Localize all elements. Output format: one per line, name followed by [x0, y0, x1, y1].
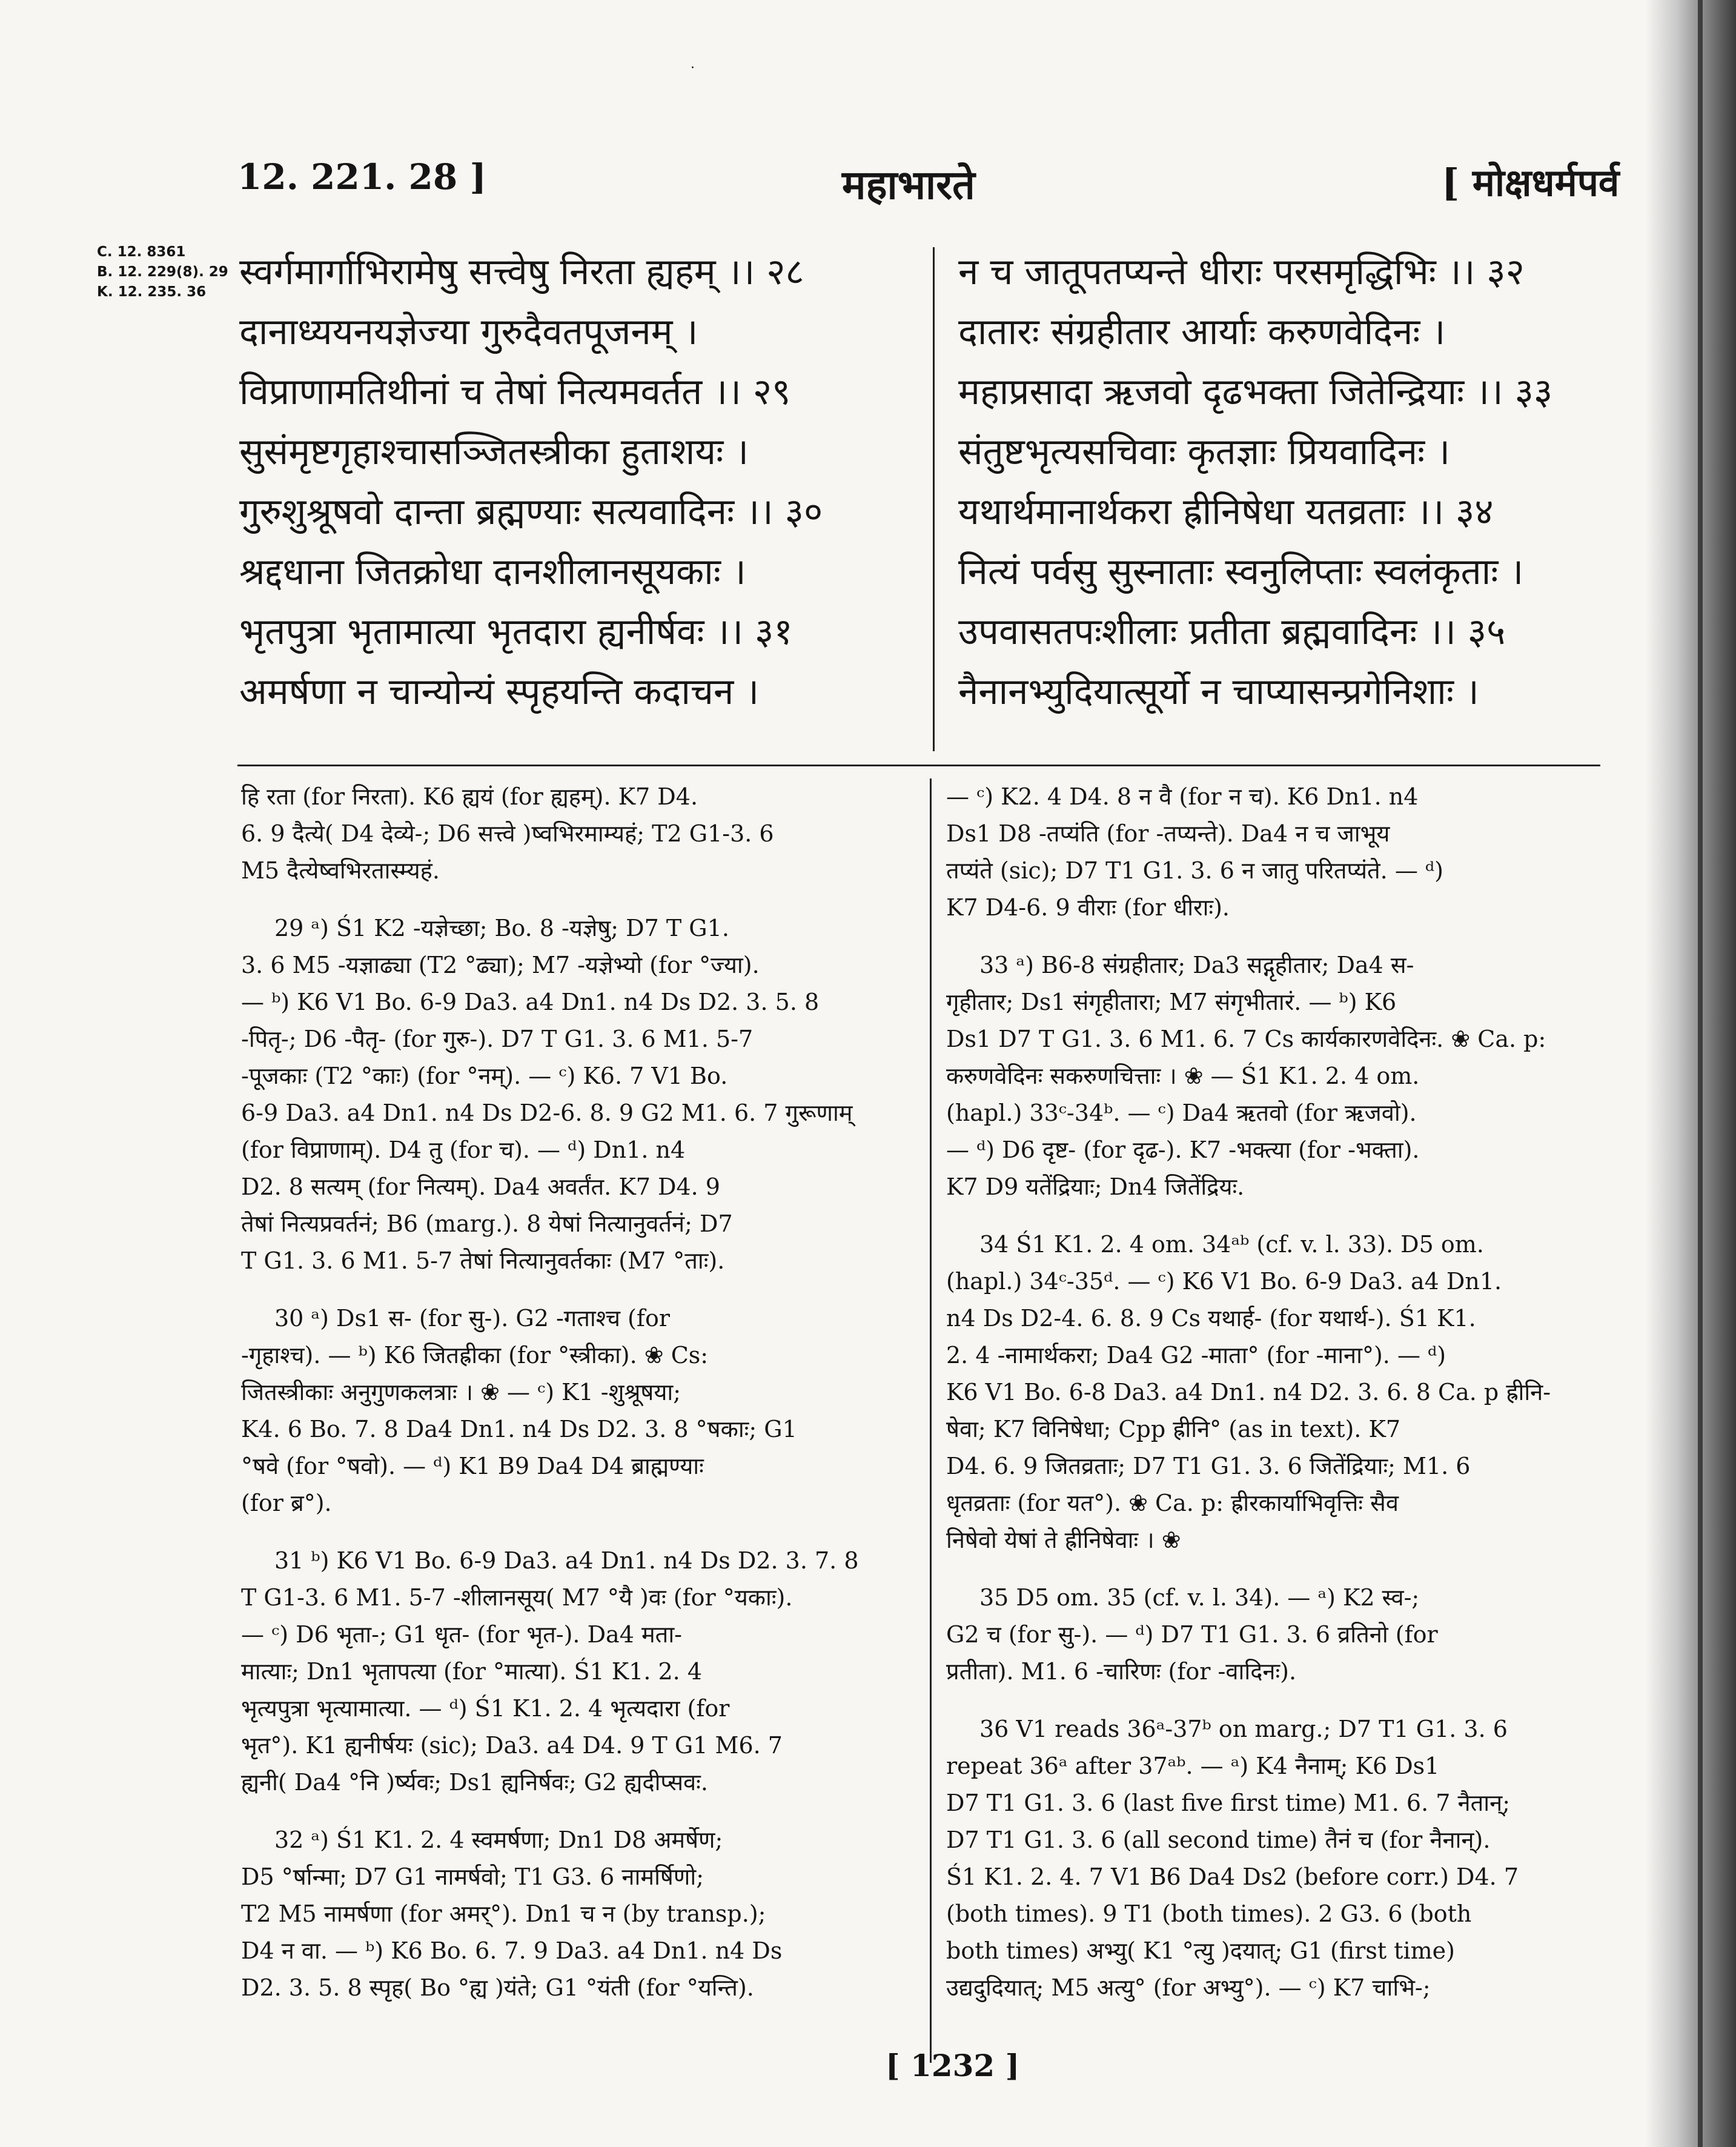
header-section: [ मोक्षधर्मपर्व [1442, 161, 1620, 205]
apparatus-line: गृहीतार; Ds1 संगृहीतारा; M7 संगृभीतारं. — ᵇ) K6 [946, 989, 1397, 1015]
apparatus-line: both times) अभ्यु( K1 °त्यु )दयात्; G1 (first time) [946, 1937, 1455, 1964]
apparatus-line: — ᶜ) K2. 4 D4. 8 न वै (for न च). K6 Dn1. n4 [946, 783, 1419, 810]
apparatus-line: 33 ᵃ) B6-8 संग्रहीतार; Da3 सद्गृहीतार; Da4 स- [979, 952, 1414, 978]
apparatus-line: T2 M5 नामर्षणा (for अमर्°). Dn1 च न (by transp.); [241, 1900, 766, 1927]
apparatus-paragraph [241, 1822, 916, 2006]
apparatus-paragraph [946, 1579, 1622, 1690]
page-number: [ 1232 ] [886, 2048, 1020, 2083]
apparatus-line: भृत°). K1 ह्यनीर्षयः (sic); Da3. a4 D4. 9 T G1 M6. 7 [241, 1732, 783, 1759]
concordance-refs [97, 242, 228, 302]
apparatus-line: D5 °र्षान्मा; D7 G1 नामर्षवो; T1 G3. 6 नामर्षिणो; [241, 1863, 704, 1890]
verse-line: दातारः संग्रहीतार आर्याः करुणवेदिनः । [958, 311, 1446, 353]
apparatus-paragraph [946, 1711, 1622, 2006]
apparatus-line: (for विप्राणाम्). D4 तु (for च). — ᵈ) Dn1. n4 [241, 1137, 686, 1163]
apparatus-line: G2 च (for सु-). — ᵈ) D7 T1 G1. 3. 6 व्रतिनो (for [946, 1621, 1438, 1648]
apparatus-line: 36 V1 reads 36ᵃ-37ᵇ on marg.; D7 T1 G1. 3. 6 [979, 1716, 1508, 1742]
apparatus-line: प्रतीता). M1. 6 -चारिणः (for -वादिनः). [946, 1658, 1297, 1685]
apparatus-paragraph [241, 778, 916, 889]
verse-line: न च जातूपतप्यन्ते धीराः परसमृद्धिभिः ।। ३२ [958, 251, 1525, 293]
apparatus-line: repeat 36ᵃ after 37ᵃᵇ. — ᵃ) K4 नैनाम्; K6 Ds1 [946, 1753, 1440, 1779]
verse-line: यथार्थमानार्थकरा ह्रीनिषेधा यतव्रताः ।। ३४ [958, 491, 1494, 533]
apparatus-paragraph [241, 1542, 916, 1801]
apparatus-line: D2. 8 सत्यम् (for नित्यम्). Da4 अवर्तंत. K7 D4. 9 [241, 1173, 720, 1200]
book-spine-shadow [1645, 0, 1736, 2147]
apparatus-line: तप्यंते (sic); D7 T1 G1. 3. 6 न जातु परितप्यंते. — ᵈ) [946, 857, 1443, 884]
apparatus-line: n4 Ds D2-4. 6. 8. 9 Cs यथार्ह- (for यथार्थ-). Ś1 K1. [946, 1305, 1476, 1332]
apparatus-line: K4. 6 Bo. 7. 8 Da4 Dn1. n4 Ds D2. 3. 8 °षकाः; G1 [241, 1416, 797, 1442]
apparatus-line: K7 D4-6. 9 वीराः (for धीराः). [946, 894, 1230, 921]
apparatus-line: D2. 3. 5. 8 स्पृह( Bo °ह्य )यंते; G1 °यंती (for °यन्ति). [241, 1974, 754, 2001]
apparatus-line: (for ब्र°). [241, 1490, 332, 1516]
apparatus-line: 6. 9 दैत्ये( D4 देव्ये-; D6 सत्त्वे )ष्वभिरमाम्यहं; T2 G1-3. 6 [241, 820, 774, 847]
apparatus-line: षेवा; K7 विनिषेधा; Cpp ह्रीनि° (as in text). K7 [946, 1416, 1401, 1442]
verse-line: गुरुशुश्रूषवो दान्ता ब्रह्मण्याः सत्यवादिनः ।। ३० [239, 491, 823, 533]
apparatus-line: K7 D9 यतेंद्रियाः; Dn4 जितेंद्रियः. [946, 1173, 1245, 1200]
verse-line: अमर्षणा न चान्योन्यं स्पृहयन्ति कदाचन । [239, 671, 760, 713]
verse-column-divider [933, 247, 935, 751]
verse-line: नैनानभ्युदियात्सूर्यो न चाप्यासन्प्रगेनिशाः । [958, 671, 1479, 713]
apparatus-line: हि रता (for निरता). K6 ह्ययं (for ह्यहम्). K7 D4. [241, 783, 698, 810]
spine-edge-line [1698, 0, 1703, 2147]
apparatus-line: 35 D5 om. 35 (cf. v. l. 34). — ᵃ) K2 स्व-; [979, 1584, 1420, 1611]
apparatus-line: मात्याः; Dn1 भृतापत्या (for °मात्या). Ś1 K1. 2. 4 [241, 1658, 702, 1685]
concordance-line: K. 12. 235. 36 [97, 284, 207, 300]
apparatus-line: (hapl.) 33ᶜ-34ᵇ. — ᶜ) Da4 ऋतवो (for ऋजवो). [946, 1100, 1417, 1126]
concordance-line: B. 12. 229(8). 29 [97, 264, 228, 280]
apparatus-line: Ds1 D8 -तप्यंति (for -तप्यन्ते). Da4 न च जाभूय [946, 820, 1390, 847]
apparatus-paragraph [241, 910, 916, 1279]
apparatus-line: 6-9 Da3. a4 Dn1. n4 Ds D2-6. 8. 9 G2 M1. 6. 7 गुरूणाम् [241, 1100, 853, 1126]
apparatus-column-divider [930, 778, 932, 2063]
apparatus-paragraph [241, 1300, 916, 1522]
running-header [0, 156, 1635, 211]
apparatus-line: T G1-3. 6 M1. 5-7 -शीलानसूय( M7 °यै )वः (for °यकाः). [241, 1584, 793, 1611]
verse-line: सुसंमृष्टगृहाश्चासञ्जितस्त्रीका हुताशयः । [239, 431, 749, 473]
apparatus-line: तेषां नित्यप्रवर्तनं; B6 (marg.). 8 येषां नित्यानुवर्तनं; D7 [241, 1210, 733, 1237]
apparatus-line: D7 T1 G1. 3. 6 (all second time) तैनं च (for नैनान्). [946, 1827, 1491, 1853]
apparatus-line: करुणवेदिनः सकरुणचित्ताः । ❀ — Ś1 K1. 2. 4 om. [946, 1063, 1420, 1089]
apparatus-line: 32 ᵃ) Ś1 K1. 2. 4 स्वमर्षणा; Dn1 D8 अमर्षेण; [274, 1827, 723, 1853]
print-mark: · [691, 61, 695, 76]
verse-column-right [958, 242, 1552, 722]
apparatus-line: धृतव्रताः (for यत°). ❀ Ca. p: ह्रीरकार्याभिवृत्तिः सैव [946, 1490, 1399, 1516]
verse-line: महाप्रसादा ऋजवो दृढभक्ता जितेन्द्रियाः ।। ३३ [958, 371, 1553, 413]
apparatus-line: — ᵇ) K6 V1 Bo. 6-9 Da3. a4 Dn1. n4 Ds D2. 3. 5. 8 [241, 989, 820, 1015]
concordance-line: C. 12. 8361 [97, 244, 186, 260]
verse-line: दानाध्ययनयज्ञेज्या गुरुदैवतपूजनम् । [239, 311, 698, 353]
verse-line: भृतपुत्रा भृतामात्या भृतदारा ह्यनीर्षवः ।। ३१ [239, 611, 793, 653]
apparatus-line: (hapl.) 34ᶜ-35ᵈ. — ᶜ) K6 V1 Bo. 6-9 Da3. a4 Dn1. [946, 1268, 1502, 1295]
apparatus-line: D4. 6. 9 जितव्रताः; D7 T1 G1. 3. 6 जितेंद्रियाः; M1. 6 [946, 1453, 1471, 1479]
apparatus-line: उद्यदुदियात्; M5 अत्यु° (for अभ्यु°). — ᶜ) K7 चाभि-; [946, 1974, 1431, 2001]
apparatus-line: 3. 6 M5 -यज्ञाढ्या (T2 °ढ्या); M7 -यज्ञेभ्यो (for °ज्या). [241, 952, 760, 978]
apparatus-line: निषेवो येषां ते ह्रीनिषेवाः । ❀ [946, 1527, 1181, 1553]
apparatus-line: D4 न वा. — ᵇ) K6 Bo. 6. 7. 9 Da3. a4 Dn1. n4 Ds [241, 1937, 783, 1964]
header-verse-ref: 12. 221. 28 ] [237, 156, 486, 197]
verse-line: नित्यं पर्वसु सुस्नाताः स्वनुलिप्ताः स्वलंकृताः । [958, 551, 1524, 593]
verse-line: विप्राणामतिथीनां च तेषां नित्यमवर्तत ।। २९ [239, 371, 791, 413]
apparatus-line: — ᵈ) D6 दृष्ट- (for दृढ-). K7 -भक्त्या (for -भक्ता). [946, 1137, 1420, 1163]
apparatus-line: Ds1 D7 T G1. 3. 6 M1. 6. 7 Cs कार्यकारणवेदिनः. ❀ Ca. p: [946, 1026, 1546, 1052]
apparatus-line: भृत्यपुत्रा भृत्यामात्या. — ᵈ) Ś1 K1. 2. 4 भृत्यदारा (for [241, 1695, 730, 1722]
verse-line: संतुष्टभृत्यसचिवाः कृतज्ञाः प्रियवादिनः । [958, 431, 1450, 473]
apparatus-line: -पूजकाः (T2 °काः) (for °नम्). — ᶜ) K6. 7 V1 Bo. [241, 1063, 728, 1089]
apparatus-line: T G1. 3. 6 M1. 5-7 तेषां नित्यानुवर्तकाः (M7 °ताः). [241, 1247, 725, 1274]
apparatus-line: ह्यनी( Da4 °नि )र्ष्यवः; Ds1 ह्यनिर्षवः; G2 ह्यदीप्सवः. [241, 1769, 708, 1796]
verse-column-left [239, 242, 823, 722]
apparatus-line: D7 T1 G1. 3. 6 (last five first time) M1. 6. 7 नैतान्; [946, 1790, 1511, 1816]
apparatus-line: -गृहाश्च). — ᵇ) K6 जितह्रीका (for °स्त्रीका). ❀ Cs: [241, 1342, 709, 1369]
text-apparatus-rule [237, 765, 1600, 766]
apparatus-line: M5 दैत्येष्वभिरतास्म्यहं. [241, 857, 440, 884]
apparatus-paragraph [946, 947, 1622, 1206]
apparatus-line: 31 ᵇ) K6 V1 Bo. 6-9 Da3. a4 Dn1. n4 Ds D2. 3. 7. 8 [274, 1547, 859, 1574]
verse-line: उपवासतपःशीलाः प्रतीता ब्रह्मवादिनः ।। ३५ [958, 611, 1506, 653]
apparatus-line: K6 V1 Bo. 6-8 Da3. a4 Dn1. n4 D2. 3. 6. 8 Ca. p ह्रीनि- [946, 1379, 1551, 1405]
apparatus-line: 30 ᵃ) Ds1 स- (for सु-). G2 -गताश्च (for [274, 1305, 670, 1332]
apparatus-line: जितस्त्रीकाः अनुगुणकलत्राः । ❀ — ᶜ) K1 -शुश्रूषया; [241, 1379, 681, 1405]
apparatus-line: 34 Ś1 K1. 2. 4 om. 34ᵃᵇ (cf. v. l. 33). D5 om. [979, 1231, 1484, 1258]
apparatus-paragraph [946, 778, 1622, 926]
apparatus-paragraph [946, 1226, 1622, 1559]
header-title: महाभारते [842, 161, 975, 208]
apparatus-column-left [241, 778, 916, 2027]
verse-line: स्वर्गमार्गाभिरामेषु सत्त्वेषु निरता ह्यहम् ।। २८ [239, 251, 804, 293]
apparatus-line: (both times). 9 T1 (both times). 2 G3. 6 (both [946, 1900, 1472, 1927]
verse-line: श्रद्दधाना जितक्रोधा दानशीलानसूयकाः । [239, 551, 746, 593]
apparatus-column-right [946, 778, 1622, 2027]
apparatus-line: 2. 4 -नामार्थकरा; Da4 G2 -माता° (for -माना°). — ᵈ) [946, 1342, 1446, 1369]
apparatus-line: — ᶜ) D6 भृता-; G1 धृत- (for भृत-). Da4 मता- [241, 1621, 683, 1648]
apparatus-line: °षवे (for °षवो). — ᵈ) K1 B9 Da4 D4 ब्राह्मण्याः [241, 1453, 704, 1479]
apparatus-line: -पितृ-; D6 -पैतृ- (for गुरु-). D7 T G1. 3. 6 M1. 5-7 [241, 1026, 754, 1052]
apparatus-line: 29 ᵃ) Ś1 K2 -यज्ञेच्छा; Bo. 8 -यज्ञेषु; D7 T G1. [274, 915, 729, 941]
apparatus-line: Ś1 K1. 2. 4. 7 V1 B6 Da4 Ds2 (before corr.) D4. 7 [946, 1863, 1519, 1890]
